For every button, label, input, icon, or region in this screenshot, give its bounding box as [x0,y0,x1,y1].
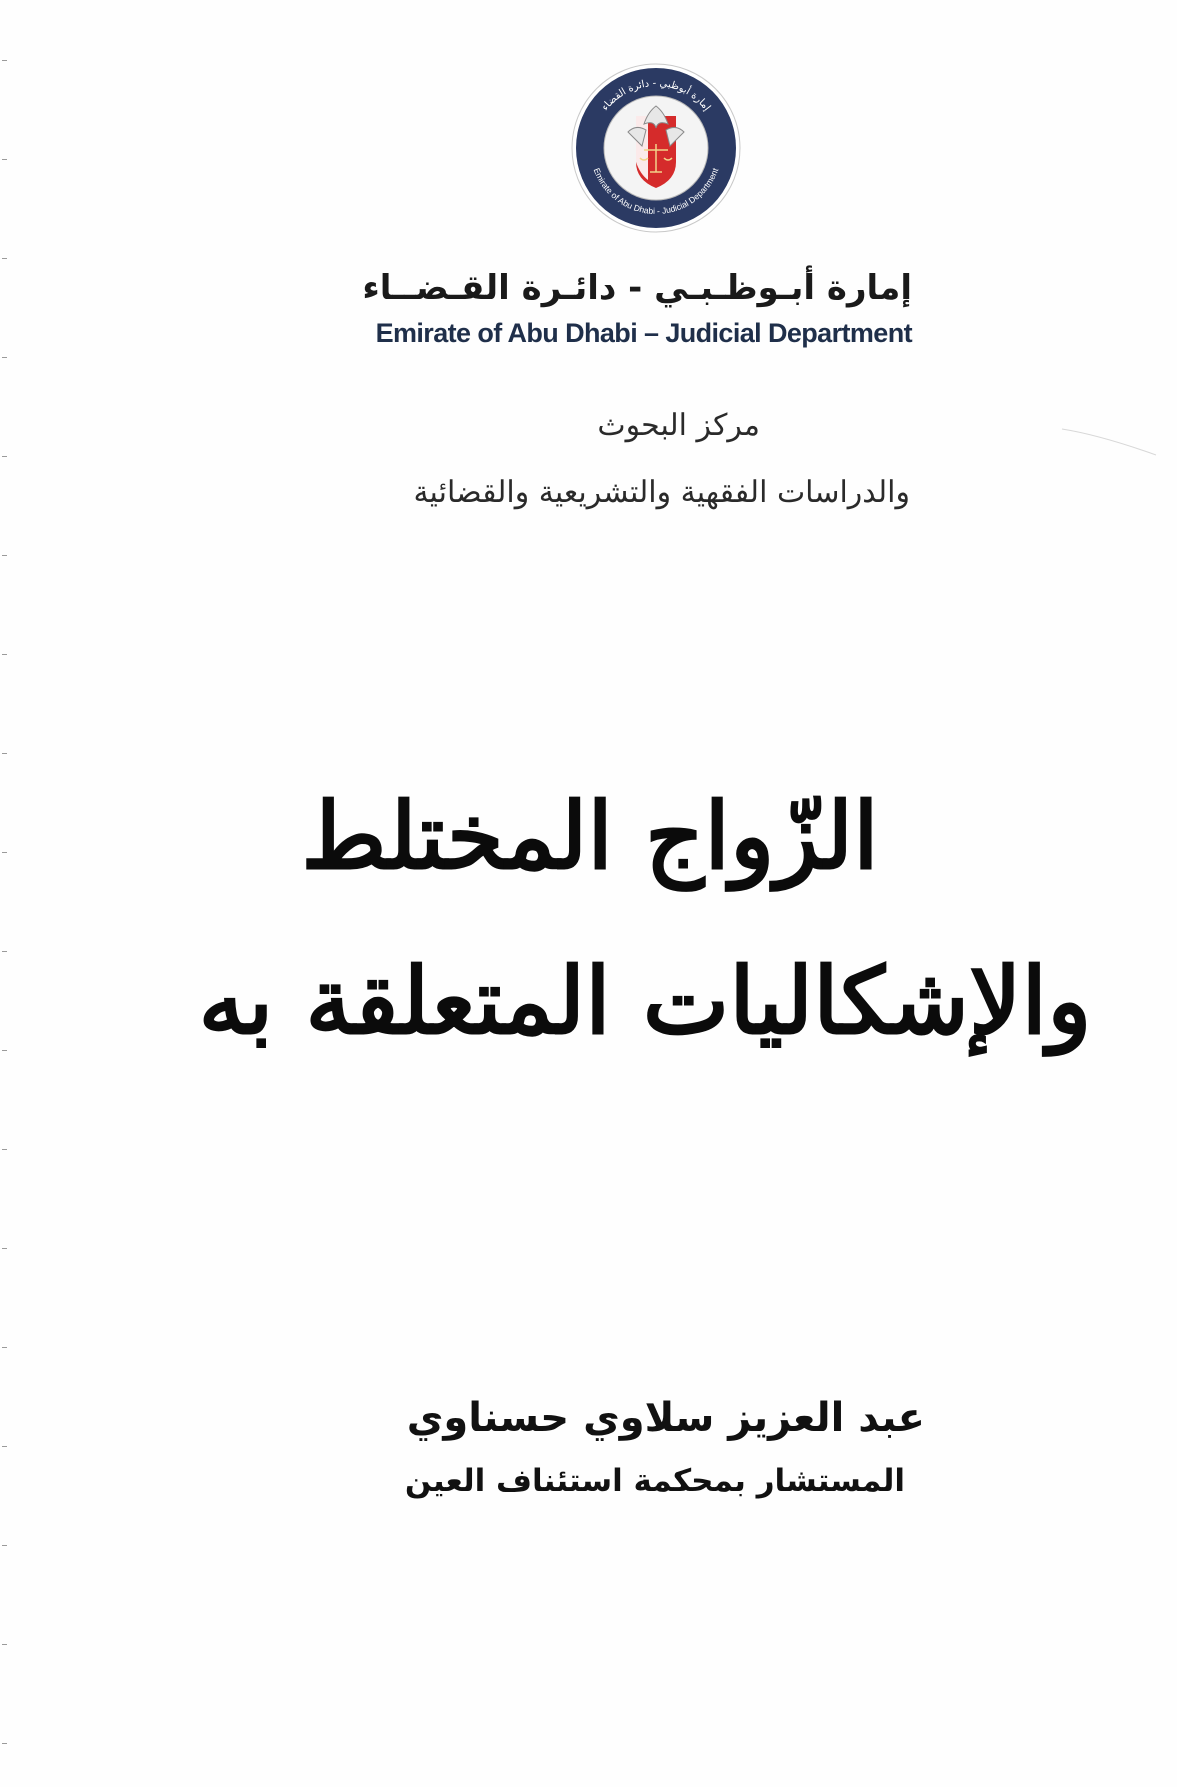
seal-text-arabic: إمارة أبوظبي - دائرة القضاء [599,77,713,114]
seal-text-english: Emirate of Abu Dhabi - Judicial Department [591,166,721,217]
edge-tick [2,357,7,358]
edge-tick [2,456,7,457]
edge-tick [2,159,7,160]
author-role: المستشار بمحكمة استئناف العين [404,1463,905,1499]
research-center-name: مركز البحوث [597,408,760,443]
edge-tick [2,1743,7,1744]
department-name-english: Emirate of Abu Dhabi – Judicial Department [375,318,912,348]
book-title-line-2: والإشكاليات المتعلقة به [198,947,1092,1055]
edge-tick [2,852,7,853]
edge-tick [2,1347,7,1348]
edge-tick [2,1248,7,1249]
edge-tick [2,555,7,556]
edge-tick [2,258,7,259]
edge-tick [2,753,7,754]
edge-tick [2,654,7,655]
department-name-arabic: إمارة أبـوظـبـي - دائـرة القـضــاء [362,268,912,308]
book-title-line-1: الزّواج المختلط [301,782,879,890]
edge-tick [2,1446,7,1447]
edge-tick [2,951,7,952]
paper-scuff-mark [1060,425,1160,465]
binding-edge-marks [2,0,8,1787]
edge-tick [2,1050,7,1051]
edge-tick [2,60,7,61]
author-name: عبد العزيز سلاوي حسناوي [406,1395,925,1441]
judicial-department-seal [570,62,742,234]
edge-tick [2,1644,7,1645]
edge-tick [2,1545,7,1546]
research-center-subtitle: والدراسات الفقهية والتشريعية والقضائية [413,475,910,510]
edge-tick [2,1149,7,1150]
